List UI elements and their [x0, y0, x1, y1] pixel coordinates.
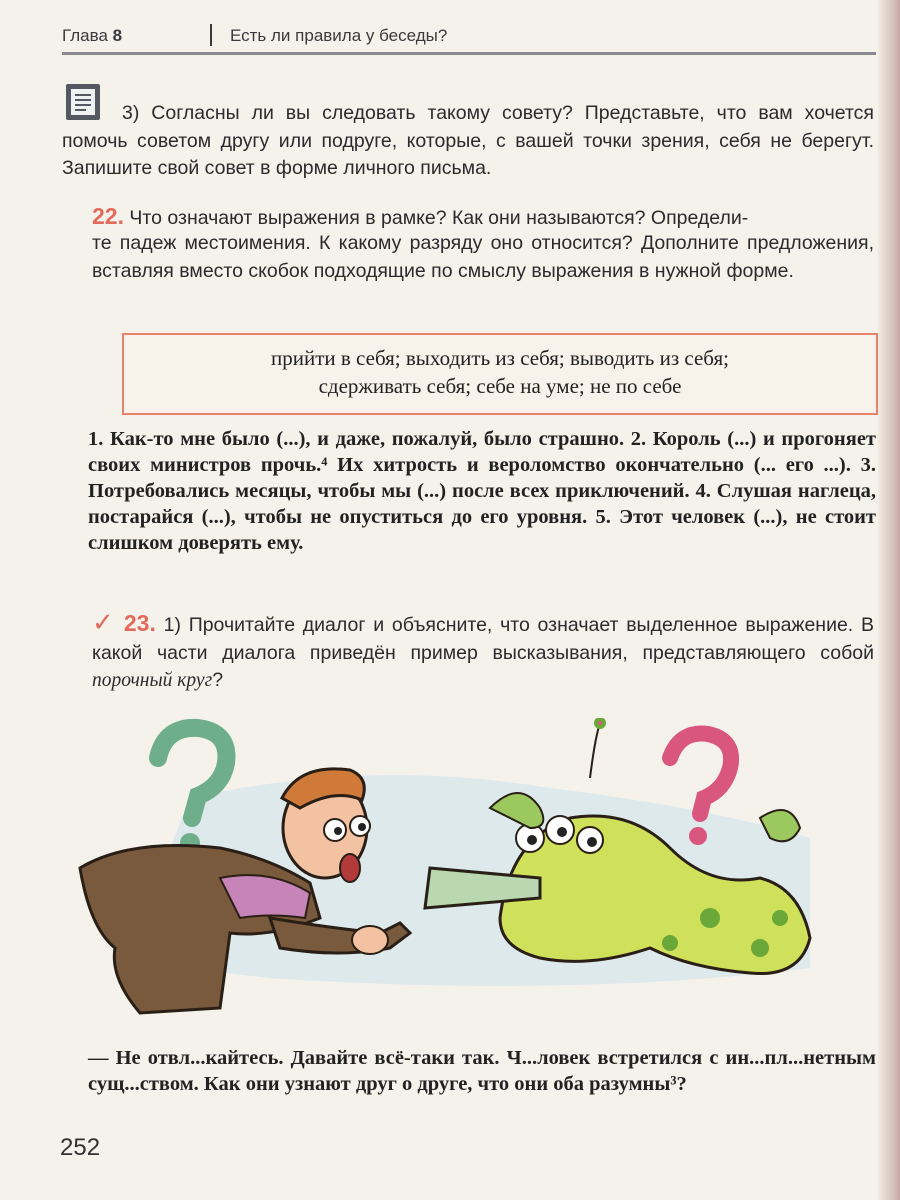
task-22-number: 22.	[92, 203, 124, 229]
header-separator	[210, 24, 212, 46]
expressions-line-1: прийти в себя; выходить из себя; выводить из себя;	[271, 346, 729, 370]
task-22-sentences: 1. Как-то мне было (...), и даже, пожалуй, было страшно. 2. Король (...) и прогоняет своих министров прочь.⁴ Их хитрость и вероломство окончательно (... его ...). 3. Потребовались месяцы, чтобы мы (...) после всех приключений. 4. Слушая наглеца, постарайся (...), чтобы не опуститься до его уровня. 5. Этот человек (...), не стоит слишком доверять ему.	[88, 428, 876, 554]
highlighted-phrase: порочный круг	[92, 670, 213, 691]
page-number: 252	[60, 1134, 101, 1161]
task-22-heading	[92, 203, 874, 233]
task-23-number: 23.	[123, 610, 156, 636]
task-23-dialog: — Не отвл...кайтесь. Давайте всё-таки так. Ч...ловек встретился с ин...пл...нетным сущ...ством. Как они узнают друг о друге, что они оба разумны³?	[88, 1047, 876, 1095]
task-23-text-end: ?	[212, 669, 224, 691]
running-header	[62, 22, 876, 55]
expressions-box	[122, 333, 878, 415]
chapter-title: Есть ли правила у беседы?	[230, 26, 448, 45]
task-21-part-3: 3) Согласны ли вы следовать такому совету? Представьте, что вам хочется помочь советом другу или подруге, которые, с вашей точки зрения, себя не берегут. Запишите свой совет в форме личного письма.	[62, 102, 874, 179]
task-23-text: 1) Прочитайте диалог и объясните, что означает выделенное выражение. В какой части диалога приведён пример высказывания, представляющего собой	[92, 614, 874, 664]
check-mark-icon: ✓	[92, 607, 117, 637]
chapter-label: Глава 8	[62, 26, 123, 45]
chapter-number: 8	[112, 26, 123, 45]
page-edge	[878, 0, 900, 1200]
expressions-line-2: сдерживать себя; себе на уме; не по себе	[318, 374, 682, 398]
task-22-instructions: те падеж местоимения. К какому разряду оно относится? Дополните предложения, вставляя вместо скобок подходящие по смыслу выражения в нужной форме.	[92, 232, 874, 282]
task-23-heading	[92, 609, 874, 695]
illustration-man-and-alien	[70, 718, 860, 1018]
task-22-first-line: Что означают выражения в рамке? Как они называются? Определи-	[129, 207, 749, 229]
